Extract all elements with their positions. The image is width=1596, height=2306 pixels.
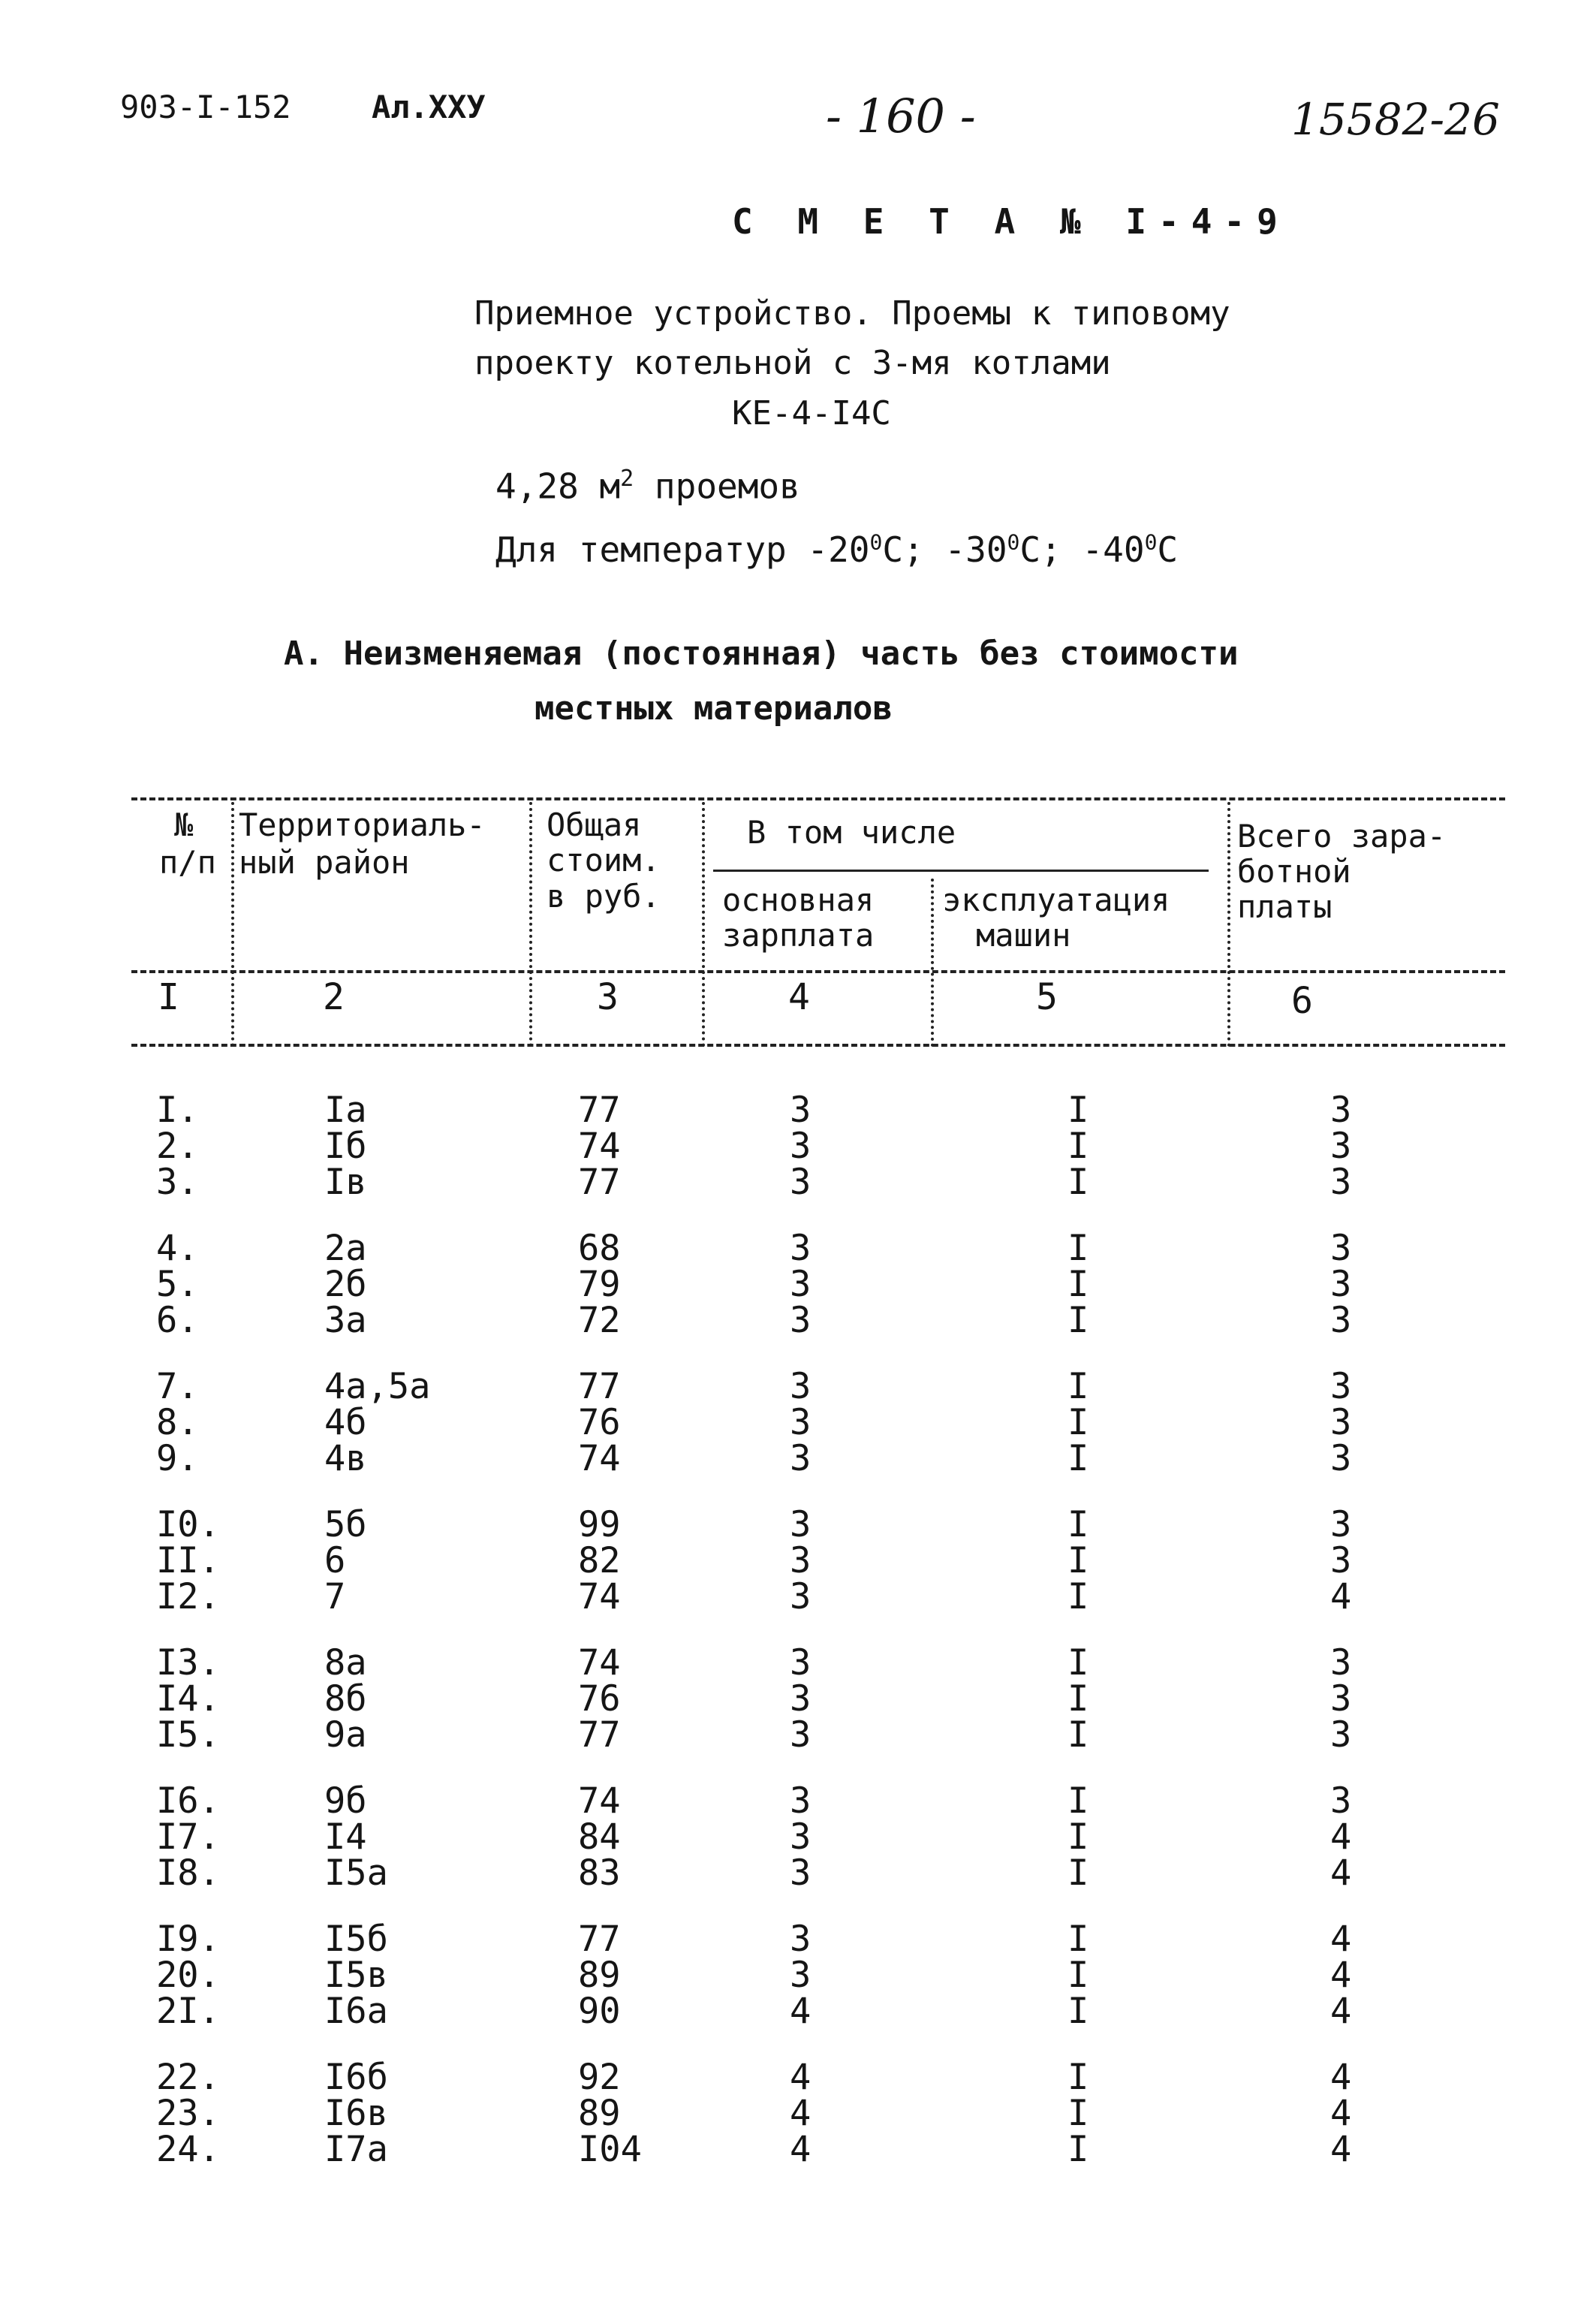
- page-number: - 160 -: [826, 89, 976, 143]
- subtitle-line-3: КЕ-4-I4С: [732, 394, 891, 433]
- col-number-2: 2: [323, 976, 345, 1018]
- basic-wage-cell: 3: [790, 1540, 812, 1581]
- header-total-3: в руб.: [547, 878, 661, 915]
- header-bottom-rule: [131, 970, 1505, 973]
- district-cell: Iа: [324, 1090, 367, 1131]
- document-title: С М Е Т А № I-4-9: [732, 201, 1290, 242]
- district-cell: 4в: [324, 1438, 367, 1479]
- total-wages-cell: 3: [1330, 1402, 1352, 1443]
- district-cell: I6б: [324, 2057, 388, 2098]
- total-wages-cell: 4: [1330, 1955, 1352, 1996]
- total-wages-cell: 4: [1330, 2129, 1352, 2170]
- column-divider-2: [529, 802, 532, 1047]
- subtitle-line-1: Приемное устройство. Проемы к типовому: [474, 294, 1230, 333]
- machines-cell: I: [1068, 1816, 1089, 1858]
- district-cell: 8а: [324, 1642, 367, 1684]
- total-wages-cell: 4: [1330, 1852, 1352, 1894]
- district-cell: 6: [324, 1540, 346, 1581]
- total-cost-cell: 89: [578, 1955, 621, 1996]
- district-cell: I4: [324, 1816, 367, 1858]
- basic-wage-cell: 3: [790, 1678, 812, 1720]
- machines-cell: I: [1068, 1504, 1089, 1545]
- album-number: Ал.XXУ: [372, 89, 486, 125]
- district-cell: I7а: [324, 2129, 388, 2170]
- total-wages-cell: 3: [1330, 1162, 1352, 1203]
- total-wages-cell: 4: [1330, 1991, 1352, 2032]
- total-wages-cell: 3: [1330, 1504, 1352, 1545]
- basic-wage-cell: 3: [790, 1955, 812, 1996]
- inventory-number: 15582-26: [1291, 94, 1500, 145]
- row-number: 2I.: [156, 1991, 220, 2032]
- total-wages-cell: 3: [1330, 1678, 1352, 1720]
- header-district-2: ный район: [239, 844, 410, 881]
- section-heading-line-1: А. Неизменяемая (постоянная) часть без стоимости: [284, 635, 1239, 673]
- district-cell: I6а: [324, 1991, 388, 2032]
- machines-cell: I: [1068, 1852, 1089, 1894]
- total-wages-cell: 3: [1330, 1126, 1352, 1167]
- row-number: 3.: [156, 1162, 199, 1203]
- header-wages-1: Всего зара-: [1237, 818, 1447, 855]
- total-wages-cell: 3: [1330, 1228, 1352, 1269]
- district-cell: 2а: [324, 1228, 367, 1269]
- total-cost-cell: 82: [578, 1540, 621, 1581]
- district-cell: 9а: [324, 1714, 367, 1756]
- row-number: 8.: [156, 1402, 199, 1443]
- row-number: 23.: [156, 2093, 220, 2134]
- row-number: I.: [156, 1090, 199, 1131]
- district-cell: Iб: [324, 1126, 367, 1167]
- row-number: I2.: [156, 1576, 220, 1617]
- header-basic-2: зарплата: [722, 917, 875, 954]
- machines-cell: I: [1068, 1402, 1089, 1443]
- machines-cell: I: [1068, 1090, 1089, 1131]
- total-wages-cell: 3: [1330, 1780, 1352, 1822]
- total-wages-cell: 3: [1330, 1090, 1352, 1131]
- basic-wage-cell: 4: [790, 2057, 812, 2098]
- temperatures-line: [495, 529, 1178, 570]
- header-including: В том числе: [747, 814, 956, 851]
- total-wages-cell: 3: [1330, 1540, 1352, 1581]
- temps-t2: С; -40: [1019, 529, 1145, 570]
- total-wages-cell: 3: [1330, 1264, 1352, 1305]
- district-cell: 7: [324, 1576, 346, 1617]
- total-cost-cell: 76: [578, 1402, 621, 1443]
- row-number: I0.: [156, 1504, 220, 1545]
- column-divider-5: [1227, 802, 1230, 1047]
- row-number: I5.: [156, 1714, 220, 1756]
- total-cost-cell: 77: [578, 1090, 621, 1131]
- row-number: 22.: [156, 2057, 220, 2098]
- row-number: I7.: [156, 1816, 220, 1858]
- basic-wage-cell: 3: [790, 1228, 812, 1269]
- machines-cell: I: [1068, 1264, 1089, 1305]
- header-total-1: Общая: [547, 806, 642, 843]
- basic-wage-cell: 3: [790, 1300, 812, 1341]
- area-rest: проемов: [634, 466, 800, 507]
- machines-cell: I: [1068, 2057, 1089, 2098]
- basic-wage-cell: 3: [790, 1780, 812, 1822]
- col-number-6: 6: [1291, 980, 1313, 1022]
- degree-1: 0: [869, 529, 883, 555]
- row-number: 24.: [156, 2129, 220, 2170]
- header-wages-3: платы: [1237, 888, 1333, 925]
- basic-wage-cell: 4: [790, 1991, 812, 2032]
- total-cost-cell: 77: [578, 1162, 621, 1203]
- basic-wage-cell: 3: [790, 1366, 812, 1407]
- machines-cell: I: [1068, 1576, 1089, 1617]
- column-divider-4: [931, 879, 934, 1047]
- total-cost-cell: 76: [578, 1678, 621, 1720]
- basic-wage-cell: 3: [790, 1919, 812, 1960]
- row-number: II.: [156, 1540, 220, 1581]
- temps-prefix: Для температур -20: [495, 529, 870, 570]
- machines-cell: I: [1068, 1919, 1089, 1960]
- total-cost-cell: 74: [578, 1780, 621, 1822]
- total-cost-cell: 84: [578, 1816, 621, 1858]
- basic-wage-cell: 3: [790, 1816, 812, 1858]
- district-cell: Iв: [324, 1162, 367, 1203]
- row-number: 4.: [156, 1228, 199, 1269]
- basic-wage-cell: 3: [790, 1438, 812, 1479]
- area-exponent: 2: [620, 466, 634, 492]
- total-cost-cell: 68: [578, 1228, 621, 1269]
- machines-cell: I: [1068, 1300, 1089, 1341]
- section-heading-line-2: местных материалов: [535, 689, 893, 728]
- total-cost-cell: 74: [578, 1642, 621, 1684]
- total-wages-cell: 4: [1330, 2093, 1352, 2134]
- total-wages-cell: 4: [1330, 1576, 1352, 1617]
- total-cost-cell: 74: [578, 1438, 621, 1479]
- machines-cell: I: [1068, 1162, 1089, 1203]
- row-number: 7.: [156, 1366, 199, 1407]
- temps-t1: С; -30: [882, 529, 1007, 570]
- machines-cell: I: [1068, 1540, 1089, 1581]
- incl-divider-rule: [713, 870, 1209, 872]
- district-cell: I6в: [324, 2093, 388, 2134]
- row-number: I4.: [156, 1678, 220, 1720]
- total-cost-cell: 77: [578, 1919, 621, 1960]
- machines-cell: I: [1068, 1991, 1089, 2032]
- total-wages-cell: 4: [1330, 1816, 1352, 1858]
- district-cell: 9б: [324, 1780, 367, 1822]
- column-divider-3: [702, 802, 705, 1047]
- district-cell: 3а: [324, 1300, 367, 1341]
- total-wages-cell: 3: [1330, 1642, 1352, 1684]
- basic-wage-cell: 3: [790, 1402, 812, 1443]
- header-no-pp: п/п: [159, 844, 216, 881]
- basic-wage-cell: 3: [790, 1714, 812, 1756]
- header-district-1: Территориаль-: [239, 806, 486, 843]
- machines-cell: I: [1068, 1366, 1089, 1407]
- district-cell: I5а: [324, 1852, 388, 1894]
- total-cost-cell: 83: [578, 1852, 621, 1894]
- header-basic-1: основная: [722, 882, 875, 918]
- basic-wage-cell: 3: [790, 1090, 812, 1131]
- row-number: I6.: [156, 1780, 220, 1822]
- col-number-4: 4: [788, 976, 810, 1018]
- machines-cell: I: [1068, 1678, 1089, 1720]
- machines-cell: I: [1068, 1714, 1089, 1756]
- machines-cell: I: [1068, 1126, 1089, 1167]
- row-number: 9.: [156, 1438, 199, 1479]
- total-wages-cell: 3: [1330, 1300, 1352, 1341]
- col-number-1: I: [158, 976, 179, 1018]
- column-divider-1: [231, 802, 234, 1047]
- area-value: 4,28 м: [495, 466, 621, 507]
- row-number: 2.: [156, 1126, 199, 1167]
- col-number-5: 5: [1036, 976, 1058, 1018]
- row-number: I8.: [156, 1852, 220, 1894]
- district-cell: 8б: [324, 1678, 367, 1720]
- basic-wage-cell: 3: [790, 1162, 812, 1203]
- total-wages-cell: 4: [1330, 1919, 1352, 1960]
- machines-cell: I: [1068, 1955, 1089, 1996]
- temps-t3: С: [1157, 529, 1179, 570]
- header-machines-2: машин: [976, 917, 1071, 954]
- subtitle-line-2: проекту котельной с 3-мя котлами: [474, 344, 1111, 382]
- district-cell: 2б: [324, 1264, 367, 1305]
- machines-cell: I: [1068, 1228, 1089, 1269]
- basic-wage-cell: 3: [790, 1852, 812, 1894]
- basic-wage-cell: 3: [790, 1504, 812, 1545]
- header-total-2: стоим.: [547, 842, 661, 879]
- basic-wage-cell: 3: [790, 1126, 812, 1167]
- machines-cell: I: [1068, 2129, 1089, 2170]
- row-number: I9.: [156, 1919, 220, 1960]
- document-code: 903-I-152: [120, 89, 291, 125]
- basic-wage-cell: 4: [790, 2129, 812, 2170]
- total-cost-cell: 77: [578, 1366, 621, 1407]
- total-cost-cell: 79: [578, 1264, 621, 1305]
- basic-wage-cell: 3: [790, 1576, 812, 1617]
- total-cost-cell: 90: [578, 1991, 621, 2032]
- total-cost-cell: 77: [578, 1714, 621, 1756]
- row-number: 5.: [156, 1264, 199, 1305]
- row-number: 6.: [156, 1300, 199, 1341]
- total-wages-cell: 3: [1330, 1438, 1352, 1479]
- header-no-symbol: №: [174, 806, 194, 843]
- district-cell: 5б: [324, 1504, 367, 1545]
- basic-wage-cell: 3: [790, 1264, 812, 1305]
- col-number-3: 3: [597, 976, 619, 1018]
- degree-3: 0: [1144, 529, 1158, 555]
- column-number-rule: [131, 1044, 1505, 1047]
- machines-cell: I: [1068, 1780, 1089, 1822]
- total-cost-cell: I04: [578, 2129, 642, 2170]
- district-cell: I5б: [324, 1919, 388, 1960]
- total-wages-cell: 3: [1330, 1366, 1352, 1407]
- degree-2: 0: [1007, 529, 1020, 555]
- district-cell: I5в: [324, 1955, 388, 1996]
- header-wages-2: ботной: [1237, 853, 1351, 890]
- district-cell: 4б: [324, 1402, 367, 1443]
- district-cell: 4а,5а: [324, 1366, 431, 1407]
- table-top-rule: [131, 797, 1505, 800]
- total-cost-cell: 92: [578, 2057, 621, 2098]
- machines-cell: I: [1068, 1642, 1089, 1684]
- basic-wage-cell: 4: [790, 2093, 812, 2134]
- total-wages-cell: 4: [1330, 2057, 1352, 2098]
- total-wages-cell: 3: [1330, 1714, 1352, 1756]
- machines-cell: I: [1068, 2093, 1089, 2134]
- total-cost-cell: 74: [578, 1126, 621, 1167]
- header-machines-1: эксплуатация: [942, 882, 1170, 918]
- row-number: I3.: [156, 1642, 220, 1684]
- opening-area: [495, 466, 800, 506]
- machines-cell: I: [1068, 1438, 1089, 1479]
- total-cost-cell: 99: [578, 1504, 621, 1545]
- basic-wage-cell: 3: [790, 1642, 812, 1684]
- total-cost-cell: 74: [578, 1576, 621, 1617]
- row-number: 20.: [156, 1955, 220, 1996]
- total-cost-cell: 89: [578, 2093, 621, 2134]
- total-cost-cell: 72: [578, 1300, 621, 1341]
